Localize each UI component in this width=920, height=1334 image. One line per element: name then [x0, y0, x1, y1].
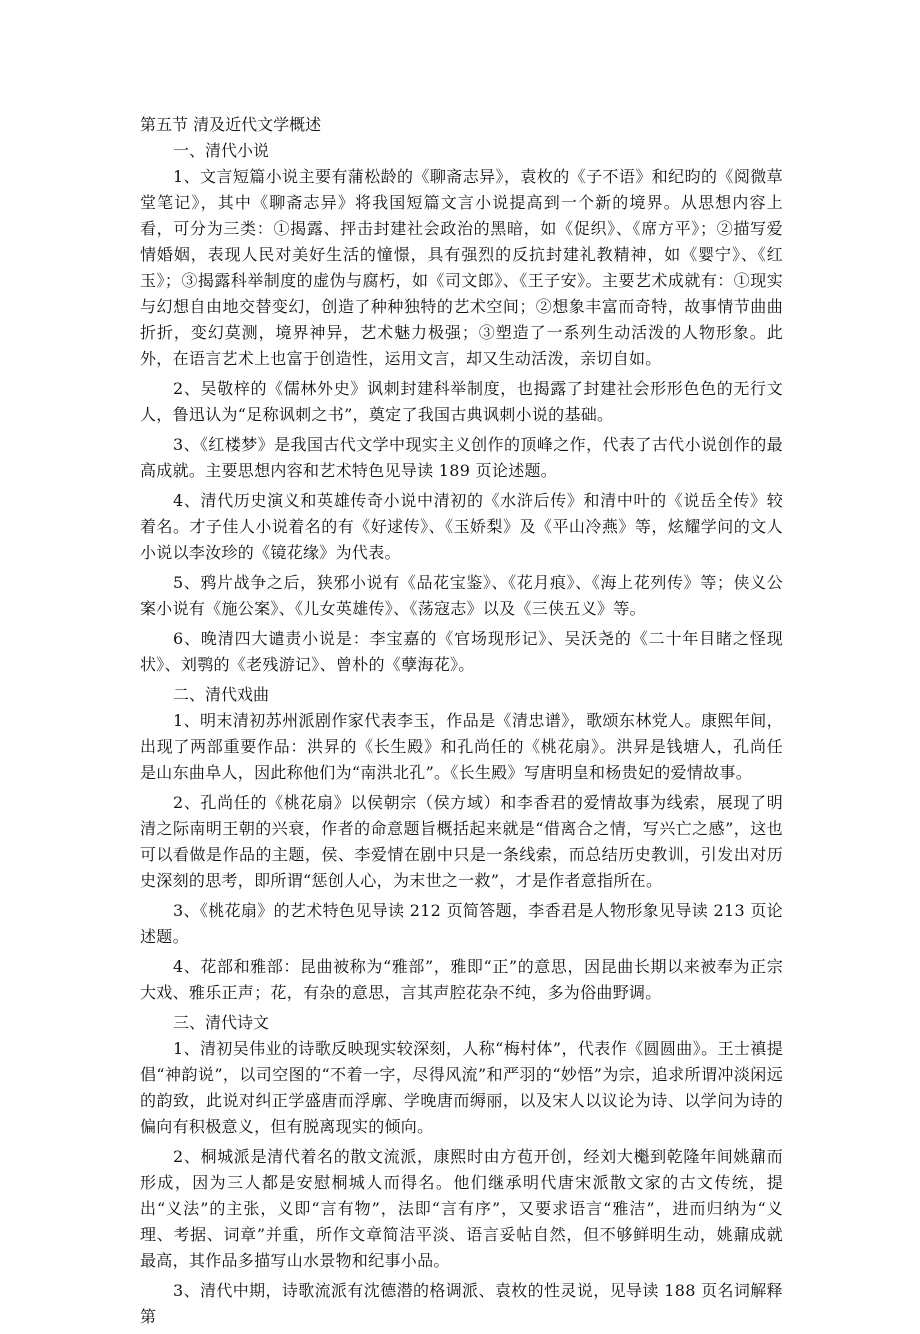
document-page: [140, 112, 783, 1334]
paragraph: 3、《桃花扇》的艺术特色见导读 212 页简答题，李香君是人物形象见导读 213 页论述题。: [140, 901, 783, 946]
paragraph: 5、鸦片战争之后，狭邪小说有《品花宝鉴》、《花月痕》、《海上花列传》等；侠义公案小说有《施公案》、《儿女英雄传》、《荡寇志》以及《三侠五义》等。: [140, 573, 783, 618]
paragraph: 4、清代历史演义和英雄传奇小说中清初的《水浒后传》和清中叶的《说岳全传》较着名。才子佳人小说着名的有《好逑传》、《玉娇梨》及《平山冷燕》等，炫耀学问的文人小说以李汝珍的《镜花缘》为代表。: [140, 491, 783, 562]
section-heading-drama: 二、清代戏曲: [173, 685, 270, 704]
paragraph: 2、孔尚任的《桃花扇》以侯朝宗（侯方域）和李香君的爱情故事为线索，展现了明清之际南明王朝的兴衰，作者的命意题旨概括起来就是“借离合之情，写兴亡之感”，这也可以看做是作品的主题，侯、李爱情在剧中只是一条线索，而总结历史教训，引发出对历史深刻的思考，即所谓“惩创人心，为末世之一救”，才是作者意指所在。: [140, 793, 783, 890]
section-heading-novel: 一、清代小说: [173, 141, 270, 160]
paragraph: 2、桐城派是清代着名的散文流派，康熙时由方苞开创，经刘大櫆到乾隆年间姚鼐而形成，因为三人都是安慰桐城人而得名。他们继承明代唐宋派散文家的古文传统，提出“义法”的主张，义即“言有物”，法即“言有序”，又要求语言“雅洁”，进而归纳为“义理、考据、词章”并重，所作文章简洁平淡、语言妥帖自然，但不够鲜明生动，姚鼐成就最高，其作品多描写山水景物和纪事小品。: [140, 1147, 783, 1270]
paragraph: 2、吴敬梓的《儒林外史》讽刺封建科举制度，也揭露了封建社会形形色色的无行文人，鲁迅认为“足称讽刺之书”，奠定了我国古典讽刺小说的基础。: [140, 379, 783, 424]
paragraph: 3、清代中期，诗歌流派有沈德潜的格调派、袁枚的性灵说，见导读 188 页名词解释第: [140, 1281, 783, 1326]
paragraph: 1、明末清初苏州派剧作家代表李玉，作品是《清忠谱》，歌颂东林党人。康熙年间，出现了两部重要作品：洪昇的《长生殿》和孔尚任的《桃花扇》。洪昇是钱塘人，孔尚任是山东曲阜人，因此称他们为“南洪北孔”。《长生殿》写唐明皇和杨贵妃的爱情故事。: [140, 711, 783, 782]
paragraph: 1、文言短篇小说主要有蒲松龄的《聊斋志异》，袁枚的《子不语》和纪昀的《阅微草堂笔记》，其中《聊斋志异》将我国短篇文言小说提高到一个新的境界。从思想内容上看，可分为三类：①揭露、抨击封建社会政治的黑暗，如《促织》、《席方平》；②描写爱情婚姻，表现人民对美好生活的憧憬，具有强烈的反抗封建礼教精神，如《婴宁》、《红玉》；③揭露科举制度的虚伪与腐朽，如《司文郎》、《王子安》。主要艺术成就有：①现实与幻想自由地交替变幻，创造了种种独特的艺术空间；②想象丰富而奇特，故事情节曲曲折折，变幻莫测，境界神异，艺术魅力极强；③塑造了一系列生动活泼的人物形象。此外，在语言艺术上也富于创造性，运用文言，却又生动活泼，亲切自如。: [140, 167, 783, 368]
document-title: 第五节 清及近代文学概述: [140, 115, 322, 134]
section-heading-poetry: 三、清代诗文: [173, 1013, 270, 1032]
paragraph: 3、《红楼梦》是我国古代文学中现实主义创作的顶峰之作，代表了古代小说创作的最高成就。主要思想内容和艺术特色见导读 189 页论述题。: [140, 435, 783, 480]
paragraph: 1、清初吴伟业的诗歌反映现实较深刻，人称“梅村体”，代表作《圆圆曲》。王士禛提倡“神韵说”，以司空图的“不着一字，尽得风流”和严羽的“妙悟”为宗，追求所谓冲淡闲远的韵致，此说对纠正学盛唐而浮廓、学晚唐而缛丽，以及宋人以议论为诗、以学问为诗的偏向有积极意义，但有脱离现实的倾向。: [140, 1039, 783, 1136]
paragraph: 6、晚清四大谴责小说是：李宝嘉的《官场现形记》、吴沃尧的《二十年目睹之怪现状》、刘鹗的《老残游记》、曾朴的《孽海花》。: [140, 629, 783, 674]
paragraph: 4、花部和雅部：昆曲被称为“雅部”，雅即“正”的意思，因昆曲长期以来被奉为正宗大戏、雅乐正声；花，有杂的意思，言其声腔花杂不纯，多为俗曲野调。: [140, 957, 783, 1002]
